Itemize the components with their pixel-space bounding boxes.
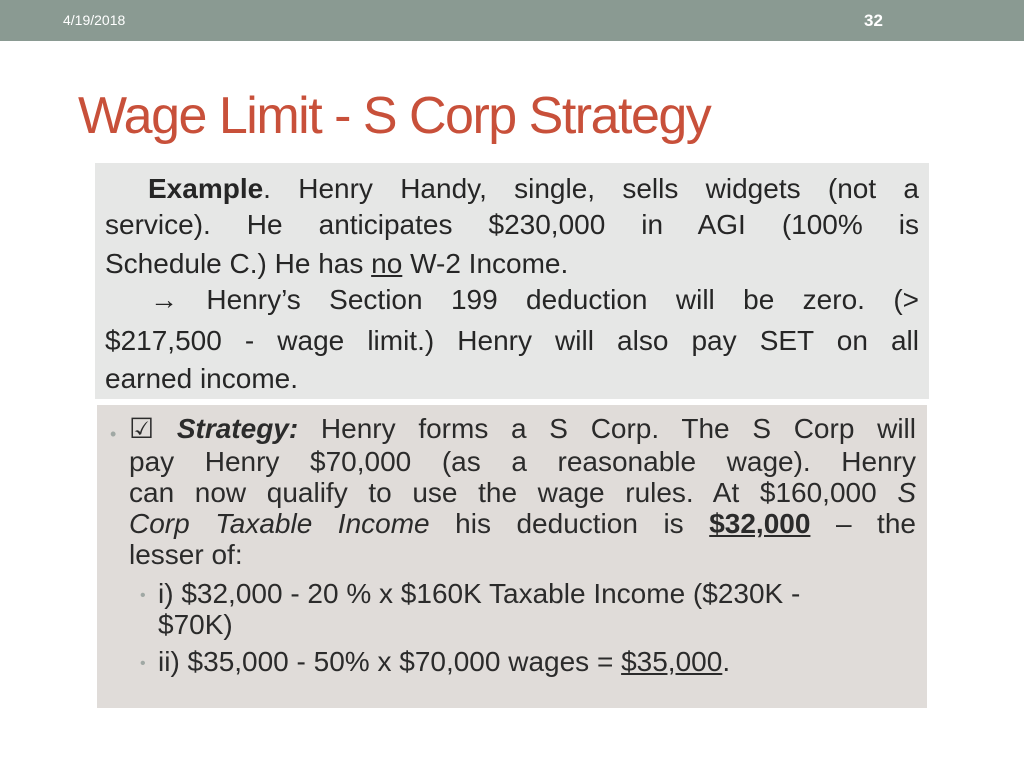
checkbox-icon: ☑ [129, 413, 155, 444]
example-line-2: service). He anticipates $230,000 in AGI (100% is [105, 209, 919, 240]
example-line-5: $217,500 - wage limit.) Henry will also pay SET on all [105, 325, 919, 356]
example-line-1: Example. Henry Handy, single, sells widgets (not a [148, 173, 919, 204]
strategy-line-2: pay Henry $70,000 (as a reasonable wage). Henry [129, 446, 916, 477]
deduction-amount: $32,000 [709, 508, 811, 539]
sub-bullet-1-line-2: $70K) [158, 609, 233, 640]
bullet-icon: • [110, 424, 117, 444]
sub-bullet-icon: • [140, 587, 146, 604]
slide-number: 32 [864, 11, 883, 30]
slide-title: Wage Limit - S Corp Strategy [78, 87, 711, 145]
example-box [95, 163, 929, 399]
strategy-label: Strategy: [176, 413, 299, 444]
example-line-3: Schedule C.) He has no W-2 Income. [105, 248, 569, 279]
sub-bullet-icon: • [140, 655, 146, 672]
example-line-4: → Henry’s Section 199 deduction will be zero. (> [150, 284, 919, 315]
sub-bullet-2: ii) $35,000 - 50% x $70,000 wages = $35,000. [158, 646, 731, 677]
strategy-line-5: lesser of: [129, 539, 243, 570]
example-label: Example [148, 173, 264, 204]
slide-date: 4/19/2018 [63, 12, 126, 28]
strategy-line-3: can now qualify to use the wage rules. At $160,000 S [129, 477, 916, 508]
example-line-6: earned income. [105, 363, 299, 394]
strategy-line-4: Corp Taxable Income his deduction is $32,000 – the [129, 508, 916, 539]
top-bar [0, 0, 1024, 41]
sub-bullet-1-line-1: i) $32,000 - 20 % x $160K Taxable Income ($230K - [158, 578, 801, 609]
strategy-line-1: ☑ Strategy: Henry forms a S Corp. The S Corp will [129, 413, 916, 444]
